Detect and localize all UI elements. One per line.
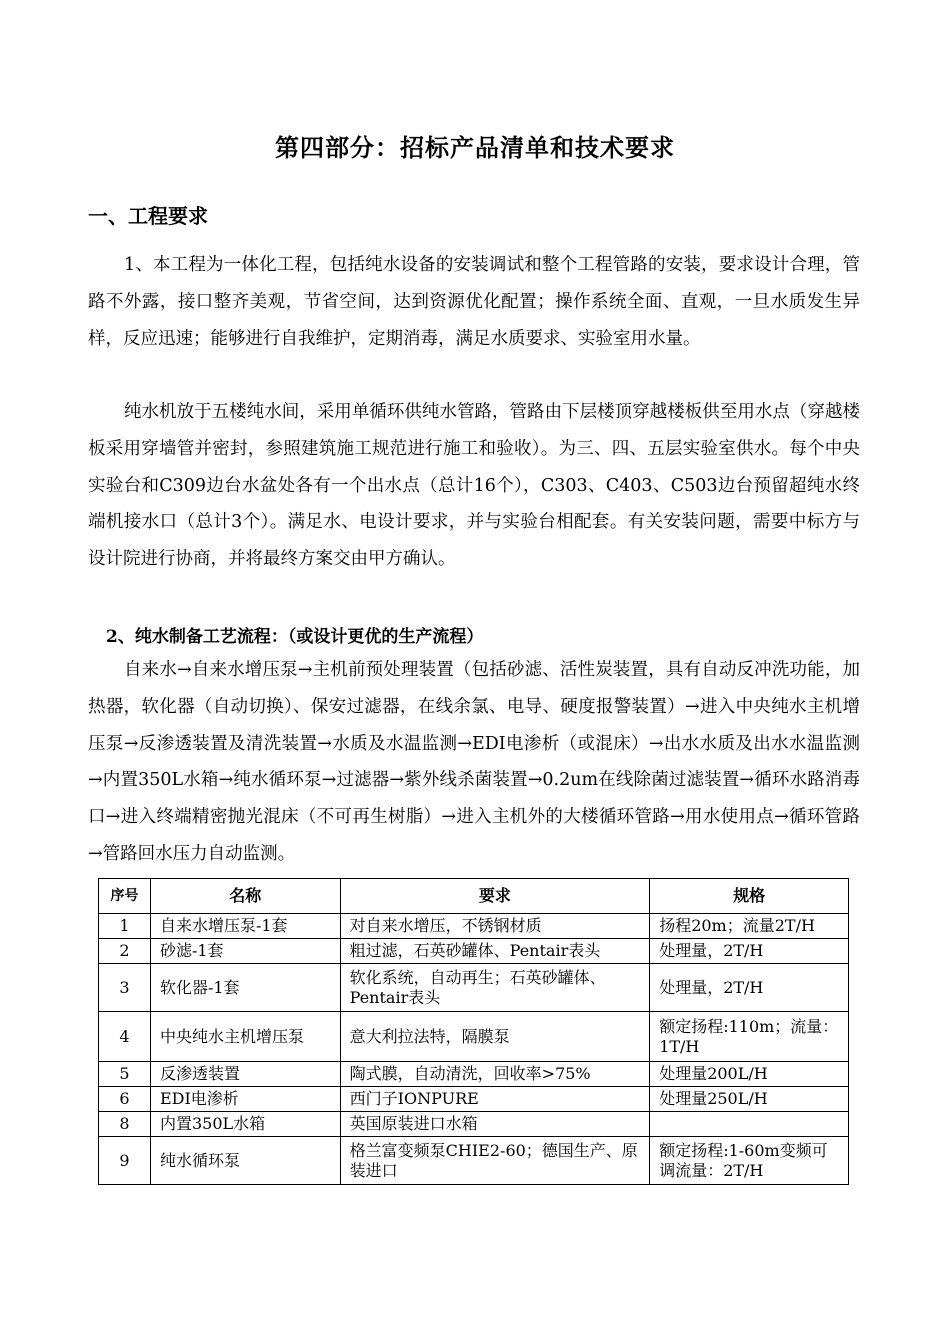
- cell-spec: 额定扬程:110m；流量：1T/H: [650, 1012, 849, 1062]
- cell-number: 8: [99, 1112, 151, 1137]
- cell-requirement: 粗过滤，石英砂罐体、Pentair表头: [340, 939, 650, 964]
- table-row: [99, 1137, 849, 1185]
- cell-name: 纯水循环泵: [150, 1137, 340, 1185]
- table-row: [99, 914, 849, 939]
- cell-spec: 处理量，2T/H: [650, 939, 849, 964]
- cell-number: 1: [99, 914, 151, 939]
- page-title: 第四部分：招标产品清单和技术要求: [275, 133, 675, 162]
- cell-requirement: 意大利拉法特，隔膜泵: [340, 1012, 650, 1062]
- cell-requirement: 西门子IONPURE: [340, 1087, 650, 1112]
- cell-requirement: 对自来水增压，不锈钢材质: [340, 914, 650, 939]
- paragraph-scope: 1、本工程为一体化工程，包括纯水设备的安装调试和整个工程管路的安装，要求设计合理，管路不外露，接口整齐美观，节省空间，达到资源优化配置；操作系统全面、直观，一旦水质发生异样，反应迅速；能够进行自我维护，定期消毒，满足水质要求、实验室用水量。: [88, 255, 860, 349]
- cell-name: 反渗透装置: [150, 1062, 340, 1087]
- paragraph-process-flow: 自来水→自来水增压泵→主机前预处理装置（包括砂滤、活性炭装置，具有自动反冲洗功能，加热器，软化器（自动切换）、保安过滤器，在线余氯、电导、硬度报警装置）→进入中央纯水主机增压泵→反渗透装置及清洗装置→水质及水温监测→EDI电渗析（或混床）→出水水质及出水水温监测→内置350L水箱→纯水循环泵→过滤器→紫外线杀菌装置→0.2um在线除菌过滤装置→循环水路消毒口→进入终端精密抛光混床（不可再生树脂）→进入主机外的大楼循环管路→用水使用点→循环管路→管路回水压力自动监测。: [88, 660, 860, 864]
- cell-requirement: 英国原装进口水箱: [340, 1112, 650, 1137]
- cell-requirement: 软化系统，自动再生；石英砂罐体、Pentair表头: [340, 964, 650, 1012]
- cell-spec: 处理量250L/H: [650, 1087, 849, 1112]
- cell-number: 2: [99, 939, 151, 964]
- cell-number: 3: [99, 964, 151, 1012]
- paragraph-installation: 纯水机放于五楼纯水间，采用单循环供纯水管路，管路由下层楼顶穿越楼板供至用水点（穿越楼板采用穿墙管并密封，参照建筑施工规范进行施工和验收）。为三、四、五层实验室供水。每个中央实验台和C309边台水盆处各有一个出水点（总计16个），C303、C403、C503边台预留超纯水终端机接水口（总计3个）。满足水、电设计要求，并与实验台相配套。有关安装问题，需要中标方与设计院进行协商，并将最终方案交由甲方确认。: [88, 402, 860, 570]
- table-row: [99, 1062, 849, 1087]
- cell-name: 软化器-1套: [150, 964, 340, 1012]
- table-row: [99, 939, 849, 964]
- cell-spec: [650, 1112, 849, 1137]
- table-row: [99, 1012, 849, 1062]
- table-row: [99, 1112, 849, 1137]
- cell-name: 砂滤-1套: [150, 939, 340, 964]
- cell-name: 内置350L水箱: [150, 1112, 340, 1137]
- cell-spec: 额定扬程:1-60m变频可调流量：2T/H: [650, 1137, 849, 1185]
- cell-requirement: 格兰富变频泵CHIE2-60；德国生产、原装进口: [340, 1137, 650, 1185]
- header-name: 名称: [150, 879, 340, 914]
- header-requirement: 要求: [340, 879, 650, 914]
- header-spec: 规格: [650, 879, 849, 914]
- cell-number: 5: [99, 1062, 151, 1087]
- section-heading-process: 2、纯水制备工艺流程：（或设计更优的生产流程）: [106, 627, 484, 647]
- cell-name: 自来水增压泵-1套: [150, 914, 340, 939]
- cell-requirement: 陶式膜，自动清洗，回收率>75%: [340, 1062, 650, 1087]
- equipment-table: [98, 878, 849, 1185]
- section-heading-engineering: 一、工程要求: [88, 204, 208, 228]
- cell-spec: 扬程20m；流量2T/H: [650, 914, 849, 939]
- cell-number: 4: [99, 1012, 151, 1062]
- cell-name: EDI电渗析: [150, 1087, 340, 1112]
- cell-spec: 处理量，2T/H: [650, 964, 849, 1012]
- table-row: [99, 964, 849, 1012]
- cell-number: 9: [99, 1137, 151, 1185]
- table-header-row: [99, 879, 849, 914]
- cell-spec: 处理量200L/H: [650, 1062, 849, 1087]
- table-row: [99, 1087, 849, 1112]
- header-number: 序号: [99, 879, 151, 914]
- cell-name: 中央纯水主机增压泵: [150, 1012, 340, 1062]
- cell-number: 6: [99, 1087, 151, 1112]
